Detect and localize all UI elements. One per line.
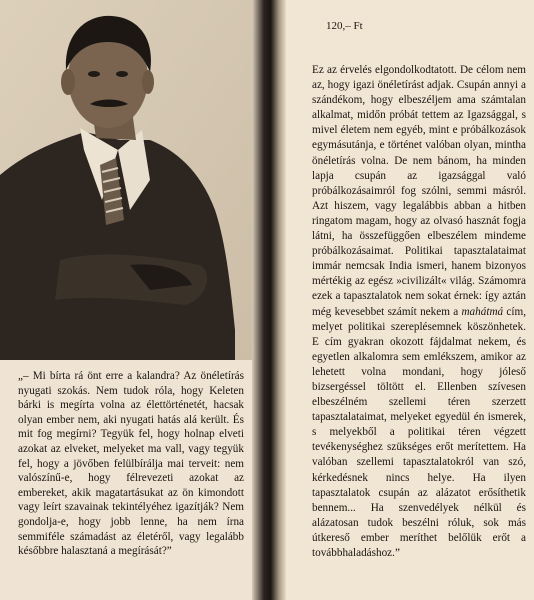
right-page	[286, 0, 534, 600]
body-text-part-2: cím, melyet politikai szereplésemnek köszönhetek. E cím gyakran okozott fájdalmat nekem, és egyetlen alkalomra sem emlékszem, amikor az lehetett volna mondani, hogy jóleső bizsergéssel töltött el. Ellenben szívesen elbeszélném szellemi téren szerzett tapasztalataimat, melyeket egyedül én ismerek, s melyekből a politikai téren végzett tevékenységhez szükséges erőt merítettem. Ha valóban szellemi tapasztalatokról van szó, kérkedésnek nincs helye. Ha ilyen tapasztalatok csupán az alázatot erősíthetik bennem... Ha szenvedélyek nélkül és alázatosan tudok beszélni róluk, sok más útkereső ember meríthet belőlük erőt a továbbhaladáshoz.”	[312, 305, 526, 559]
portrait-photo	[0, 0, 254, 360]
quote-paragraph: „– Mi bírta rá önt erre a kalandra? Az önéletírás nyugati szokás. Nem tudok róla, hogy Keleten bárki is megírta volna az élettörténetét, hacsak olyan ember nem, aki nyugati hatás alá került. És mit fog megírni? Tegyük fel, hogy holnap elveti azokat az elveket, melyeket ma vall, vagy tegyük fel, hogy a jövőben felülbírálja mai terveit: nem valószínű-e, hogy félrevezeti azokat az embereket, akik magatartásukat az ön kimondott vagy leírt szavainak tekintélyéhez igazítják? Nem gondolja-e, hogy jobb lenne, ha nem írna semmiféle számadást az életéről, vagy legalább későbbre halasztaná a megírását?”	[18, 370, 244, 558]
price-label: 120,– Ft	[326, 20, 363, 32]
left-page-text	[18, 369, 244, 559]
right-page-text	[312, 63, 526, 561]
body-text-italic: mahátmá	[461, 305, 504, 318]
portrait-icon	[0, 0, 254, 360]
book-gutter	[252, 0, 286, 600]
body-paragraph	[312, 63, 526, 561]
body-text-part-1: Ez az érvelés elgondolkodtatott. De célom nem az, hogy igazi önéletírást adjak. Csupán annyi a szándékom, hogy elbeszéljem ama számtalan alkalmat, midőn próbát tettem az Igazsággal, s mivel életem nem egyéb, mint e próbálkozások egymásutánja, e történet valóban olyan, mintha önéletírás volna. De nem bánom, ha minden lapja csupán az igazsággal való próbálkozásaimról fog szólni, semmi másról. Azt hiszem, vagy legalábbis abban a hitben ringatom magam, hogy az olvasó hasznát fogja látni, ha összefüggően elbeszélem mindeme próbálkozásaimat. Politikai tapasztalataimat immár nemcsak India ismeri, hanem bizonyos mértékig az egész »civilizált« világ. Számomra ezek a tapasztalatok nem sokat érnek: így aztán még kevesebbet számít nekem a	[312, 64, 526, 318]
left-page	[0, 0, 258, 600]
